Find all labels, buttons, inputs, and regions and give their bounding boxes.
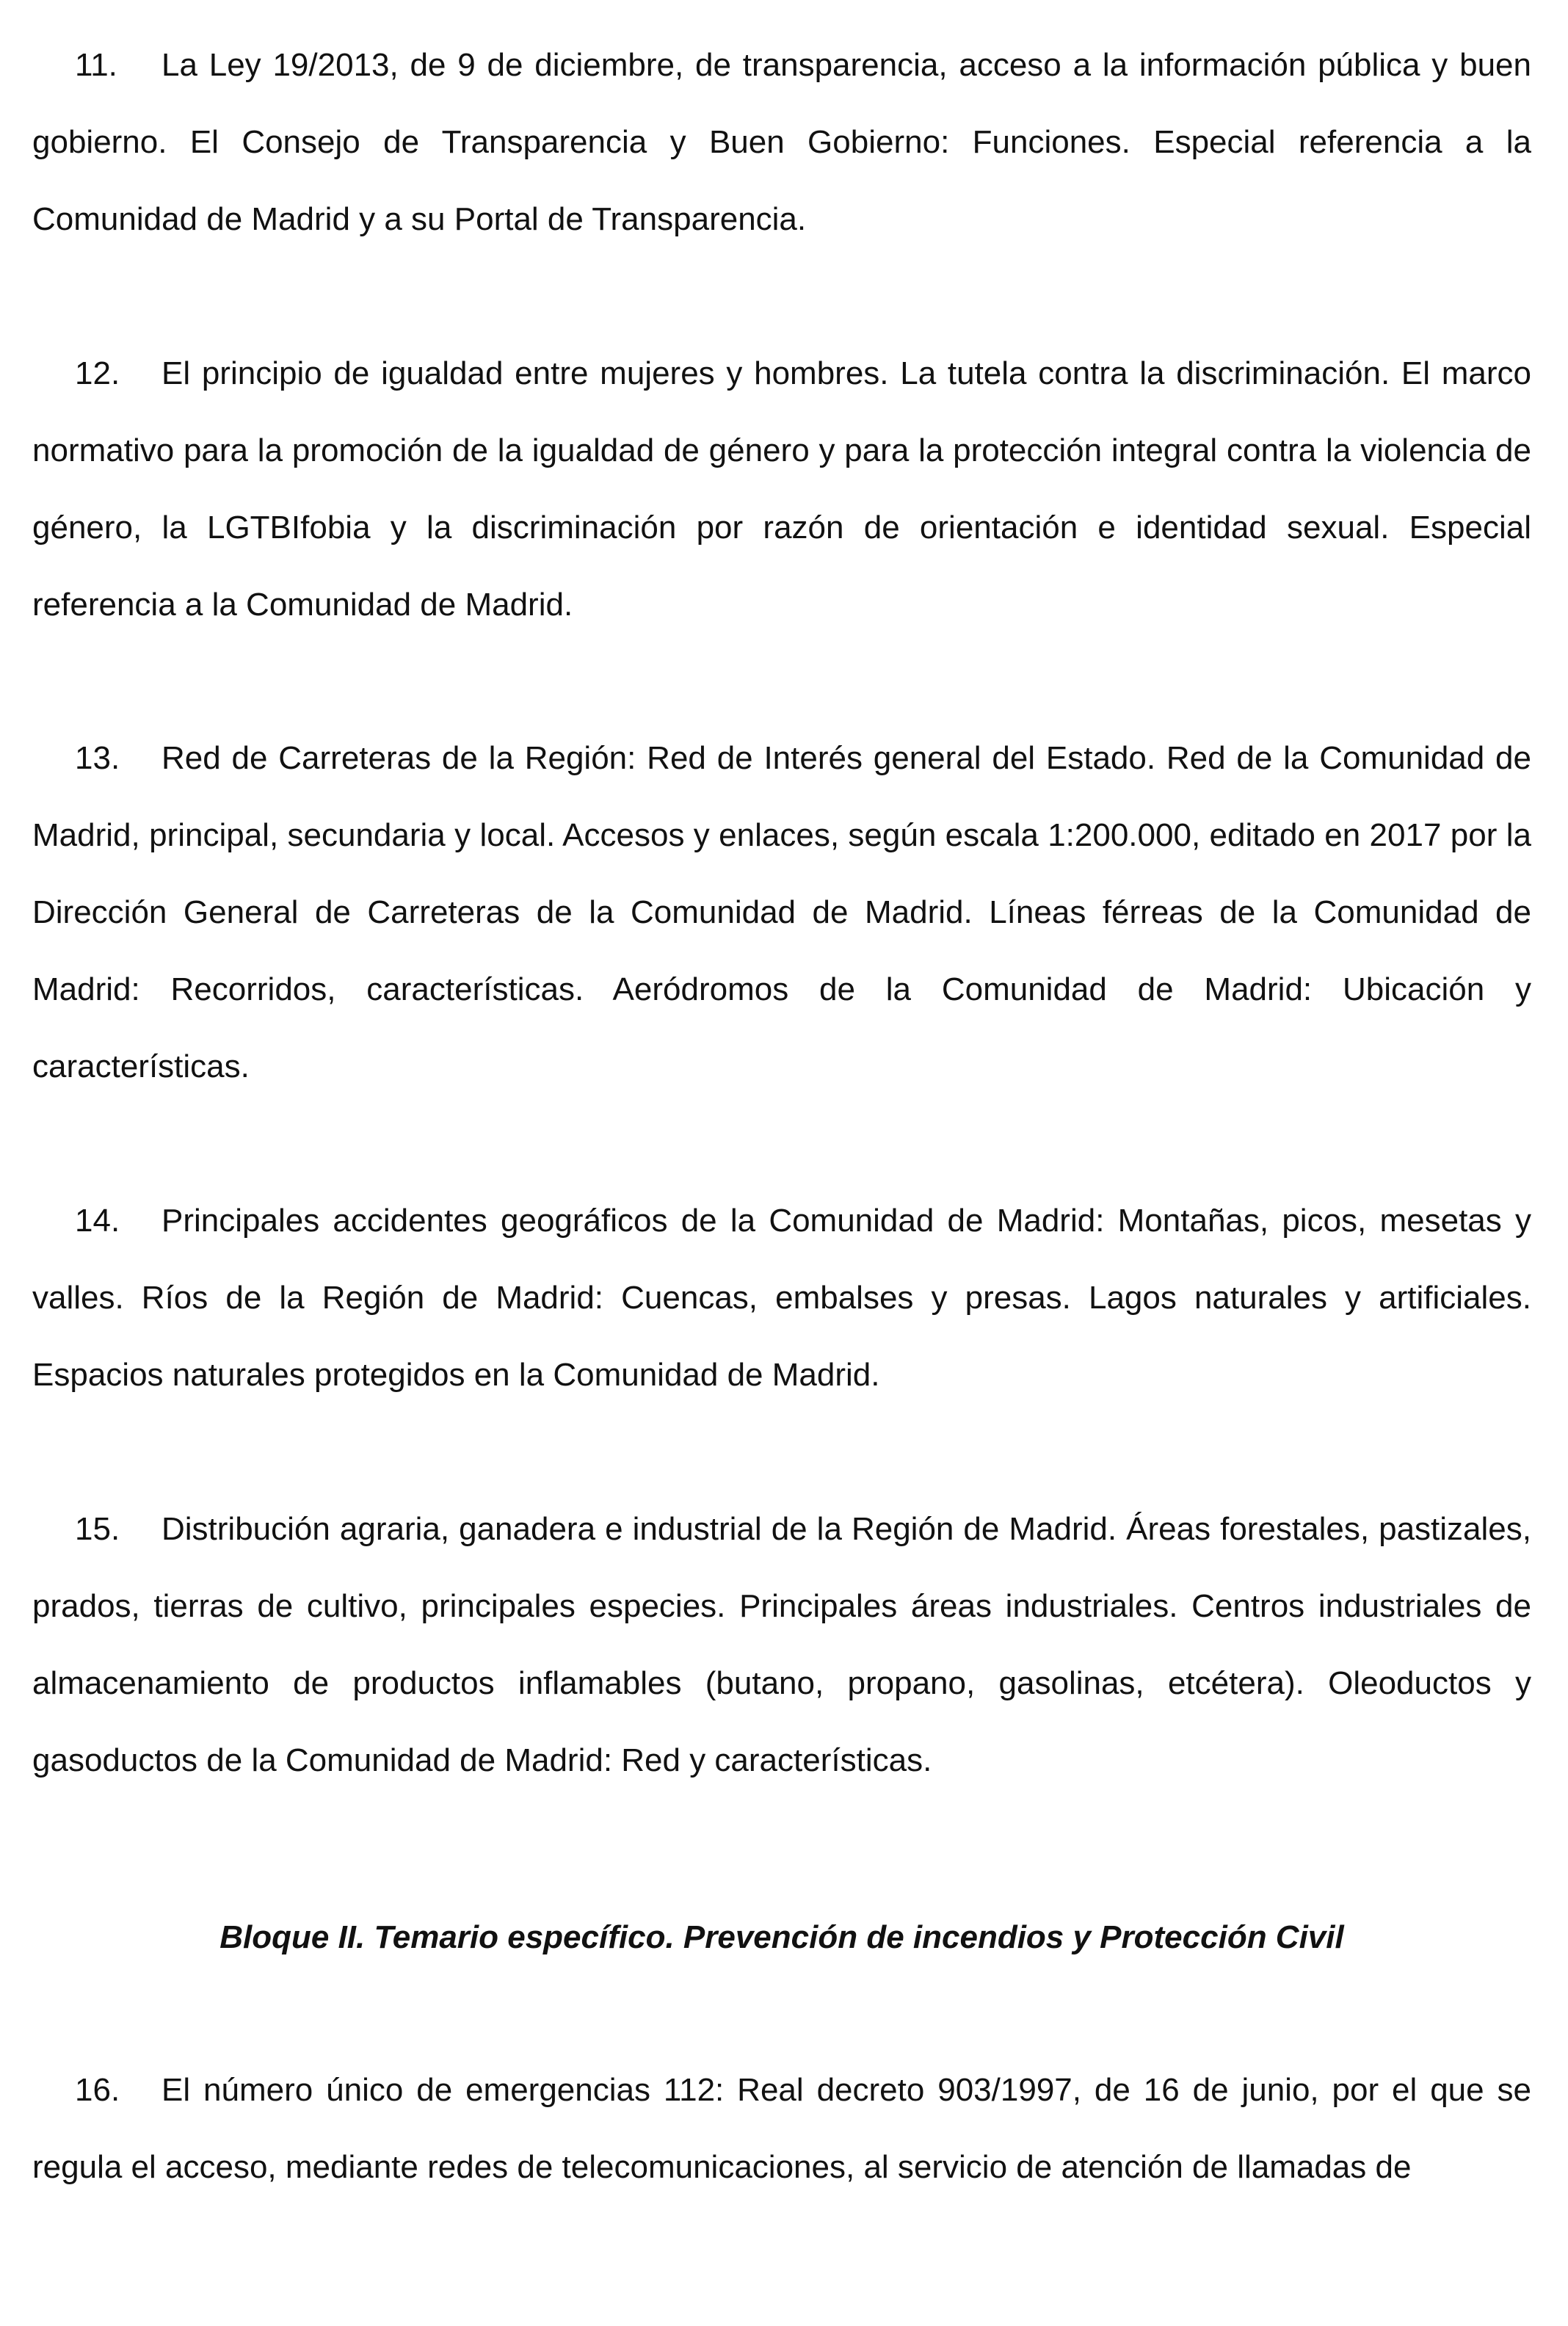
item-number: 15. [75,1511,120,1547]
section-heading: Bloque II. Temario específico. Prevención de incendios y Protección Civil [219,1919,1344,1955]
list-item-11 [32,26,1531,258]
item-text: Distribución agraria, ganadera e industrial de la Región de Madrid. Áreas forestales, pastizales, prados, tierras de cultivo, principales especies. Principales áreas industriales. Centros industriales de almacenamiento de productos inflamables (butano, propano, gasolinas, etcétera). Oleoductos y gasoductos de la Comunidad de Madrid: Red y características. [32,1511,1531,1778]
item-text: La Ley 19/2013, de 9 de diciembre, de transparencia, acceso a la información pública y buen gobierno. El Consejo de Transparencia y Buen Gobierno: Funciones. Especial referencia a la Comunidad de Madrid y a su Portal de Transparencia. [32,47,1531,237]
item-number: 16. [75,2072,120,2108]
item-text: El número único de emergencias 112: Real decreto 903/1997, de 16 de junio, por el que se regula el acceso, mediante redes de telecomunicaciones, al servicio de atención de llamadas de [32,2072,1531,2185]
list-item-13 [32,720,1531,1105]
item-text: Principales accidentes geográficos de la Comunidad de Madrid: Montañas, picos, mesetas y valles. Ríos de la Región de Madrid: Cuencas, embalses y presas. Lagos naturales y artificiales. Espacios naturales protegidos en la Comunidad de Madrid. [32,1203,1531,1393]
item-number: 14. [75,1203,120,1239]
list-item-15 [32,1490,1531,1799]
item-number: 13. [75,740,120,776]
item-text: Red de Carreteras de la Región: Red de Interés general del Estado. Red de la Comunidad de Madrid, principal, secundaria y local. Accesos y enlaces, según escala 1:200.000, editado en 2017 por la Dirección General de Carreteras de la Comunidad de Madrid. Líneas férreas de la Comunidad de Madrid: Recorridos, características. Aeródromos de la Comunidad de Madrid: Ubicación y características. [32,740,1531,1084]
item-text: El principio de igualdad entre mujeres y hombres. La tutela contra la discriminación. El marco normativo para la promoción de la igualdad de género y para la protección integral contra la violencia de género, la LGTBIfobia y la discriminación por razón de orientación e identidad sexual. Especial referencia a la Comunidad de Madrid. [32,355,1531,623]
item-number: 12. [75,355,120,391]
item-number: 11. [75,47,117,83]
list-item-14 [32,1182,1531,1413]
list-item-12 [32,335,1531,643]
list-item-16 [32,2051,1531,2206]
